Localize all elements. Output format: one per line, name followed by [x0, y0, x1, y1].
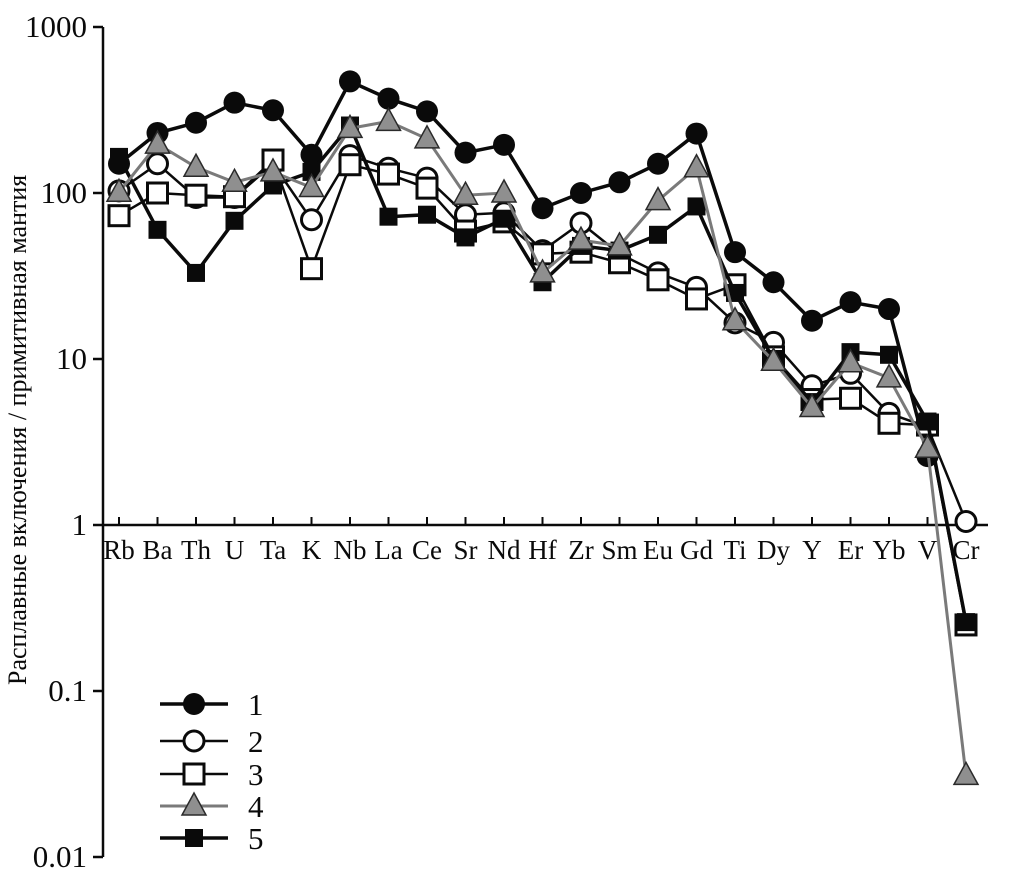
x-tick-label-Ta: Ta: [259, 535, 287, 565]
point-3-Ce: [417, 178, 437, 198]
point-1-Ti: [724, 241, 746, 263]
x-tick-label-Yb: Yb: [872, 535, 906, 565]
y-tick-label: 100: [40, 175, 87, 210]
point-1-Er: [840, 291, 862, 313]
point-4-Nd: [492, 180, 516, 202]
point-3-K: [302, 259, 322, 279]
x-tick-label-Er: Er: [837, 535, 864, 565]
point-2-Cr: [956, 511, 976, 531]
point-3-La: [379, 164, 399, 184]
point-3-Ba: [148, 183, 168, 203]
point-1-Zr: [570, 182, 592, 204]
legend-label-3: 3: [248, 757, 264, 792]
point-3-Gd: [687, 289, 707, 309]
y-tick-label: 0.01: [32, 839, 87, 874]
y-axis-title: Расплавные включения / примитивная мантия: [3, 174, 32, 686]
x-tick-label-Sm: Sm: [601, 535, 638, 565]
point-5-Sr: [457, 228, 475, 246]
legend-label-4: 4: [248, 789, 264, 824]
point-1-Gd: [686, 123, 708, 145]
point-5-U: [226, 212, 244, 230]
point-3-Er: [841, 388, 861, 408]
point-1-La: [378, 88, 400, 110]
point-1-U: [224, 92, 246, 114]
y-tick-label: 1: [71, 507, 87, 542]
x-tick-label-Ce: Ce: [412, 535, 442, 565]
x-tick-label-Gd: Gd: [680, 535, 713, 565]
point-1-Sr: [455, 142, 477, 164]
x-tick-label-Th: Th: [181, 535, 211, 565]
point-1-Ta: [262, 99, 284, 121]
point-4-La: [377, 108, 401, 130]
point-2-K: [302, 210, 322, 230]
x-tick-label-Cr: Cr: [952, 535, 980, 565]
point-1-Sm: [609, 171, 631, 193]
point-1-Yb: [878, 298, 900, 320]
x-tick-label-Zr: Zr: [568, 535, 594, 565]
legend-marker-3: [184, 764, 204, 784]
point-4-Eu: [646, 188, 670, 210]
point-5-Th: [187, 264, 205, 282]
series-4-line: [119, 121, 966, 775]
y-tick-label: 0.1: [48, 673, 87, 708]
x-tick-label-Rb: Rb: [103, 535, 135, 565]
point-3-Th: [186, 185, 206, 205]
point-1-Y: [801, 310, 823, 332]
point-5-Eu: [649, 226, 667, 244]
point-1-Hf: [532, 197, 554, 219]
point-5-La: [380, 208, 398, 226]
point-3-Eu: [648, 270, 668, 290]
x-tick-label-La: La: [374, 535, 403, 565]
point-5-Ce: [418, 206, 436, 224]
point-1-Nd: [493, 134, 515, 156]
x-tick-label-Eu: Eu: [643, 535, 673, 565]
point-4-Cr: [954, 762, 978, 784]
x-tick-label-Dy: Dy: [757, 535, 790, 565]
point-1-Ce: [416, 100, 438, 122]
point-5-Ba: [149, 221, 167, 239]
x-tick-label-Nb: Nb: [333, 535, 367, 565]
x-tick-label-Sr: Sr: [453, 535, 478, 565]
x-tick-label-V: V: [917, 535, 938, 565]
point-2-Ba: [148, 154, 168, 174]
point-1-Eu: [647, 153, 669, 175]
point-4-Th: [184, 154, 208, 176]
legend-marker-4: [182, 793, 206, 815]
legend-label-5: 5: [248, 821, 264, 856]
x-tick-label-Hf: Hf: [528, 535, 557, 565]
legend-marker-2: [184, 731, 204, 751]
point-4-Ce: [415, 126, 439, 148]
point-3-Yb: [879, 413, 899, 433]
point-5-Rb: [110, 148, 128, 166]
point-1-Nb: [339, 70, 361, 92]
x-tick-label-U: U: [224, 535, 245, 565]
point-5-Gd: [688, 197, 706, 215]
point-3-Nb: [340, 155, 360, 175]
point-1-Th: [185, 112, 207, 134]
y-tick-label: 1000: [25, 9, 87, 44]
legend-marker-5: [185, 829, 203, 847]
x-tick-label-Ba: Ba: [142, 535, 173, 565]
point-5-Yb: [880, 346, 898, 364]
legend: [160, 687, 264, 856]
x-tick-label-Y: Y: [802, 535, 822, 565]
point-1-Dy: [763, 271, 785, 293]
x-tick-label-Ti: Ti: [723, 535, 747, 565]
legend-marker-1: [183, 693, 205, 715]
legend-label-2: 2: [248, 724, 264, 759]
point-5-Nd: [495, 210, 513, 228]
point-5-Cr: [957, 613, 975, 631]
y-tick-label: 10: [56, 341, 87, 376]
x-tick-label-Nd: Nd: [487, 535, 521, 565]
legend-label-1: 1: [248, 687, 264, 722]
point-5-V: [919, 413, 937, 431]
point-3-Rb: [109, 206, 129, 226]
x-tick-label-K: K: [301, 535, 322, 565]
